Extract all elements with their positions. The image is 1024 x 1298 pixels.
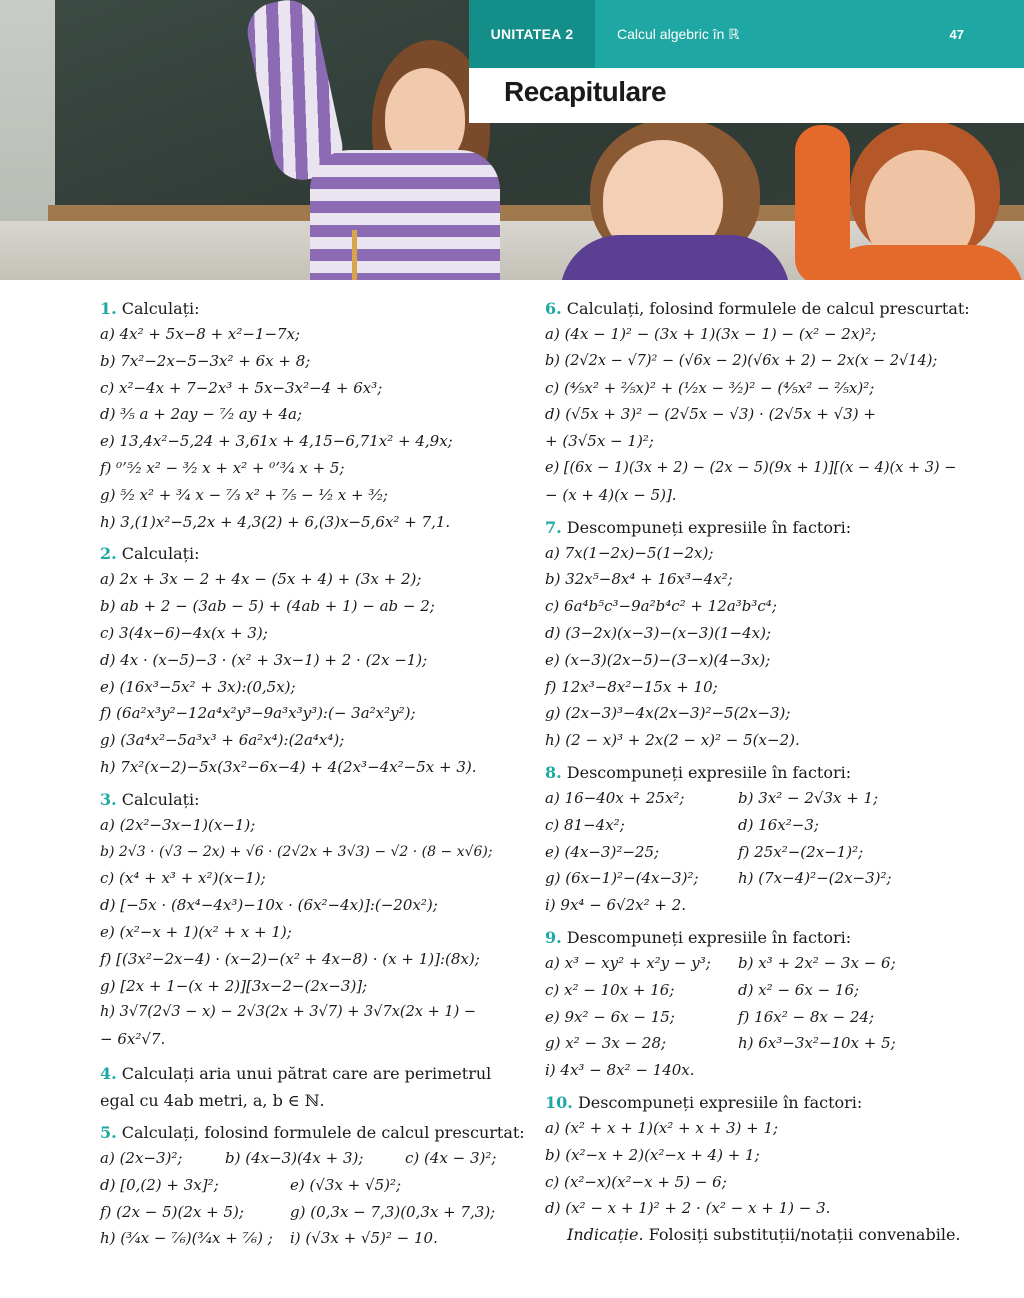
exercise-number: 4.: [100, 1063, 117, 1083]
pencil: [352, 230, 357, 280]
exercise-title: Descompuneți expresiile în factori:: [566, 517, 852, 537]
girl-center-shirt: [560, 235, 790, 280]
exercise-6: [545, 297, 975, 509]
unit-label: UNITATEA 2: [469, 0, 595, 68]
exercise-number: 10.: [545, 1092, 573, 1112]
exercise-item: + (3√5x − 1)²;: [545, 432, 654, 451]
exercise-item: g) ⁵⁄₂ x² + ³⁄₄ x − ⁷⁄₃ x² + ⁷⁄₅ − ¹⁄₂ x + ³⁄₂;: [100, 485, 388, 504]
exercise-title: Calculați aria unui pătrat care are perimetrul egal cu 4ab metri, a, b ∈ ℕ.: [100, 1063, 492, 1110]
exercise-heading: [100, 1121, 525, 1145]
page-number: 47: [949, 26, 964, 42]
exercise-heading: [545, 761, 975, 785]
exercise-item: c) (4x − 3)²;: [405, 1148, 497, 1167]
exercise-item: h) 3√7(2√3 − x) − 2√3(2x + 3√7) + 3√7x(2x + 1) −: [100, 1004, 476, 1021]
exercise-8: [545, 761, 975, 919]
exercise-row: [100, 1145, 525, 1172]
girl-left-sweater: [310, 150, 500, 280]
exercise-item: a) 4x² + 5x−8 + x²−1−7x;: [100, 325, 301, 343]
exercise-heading: [545, 297, 975, 321]
exercise-heading: [100, 542, 525, 566]
exercise-item: c) x² − 10x + 16;: [545, 980, 675, 999]
exercise-heading: [100, 788, 525, 812]
exercise-item: g) (3a⁴x²−5a³x³ + 6a²x⁴):(2a⁴x⁴);: [100, 731, 345, 750]
exercise-item: g) [2x + 1−(x + 2)][3x−2−(2x−3)];: [100, 976, 368, 995]
exercise-number: 6.: [545, 299, 562, 318]
exercise-title: Descompuneți expresiile în factori:: [566, 762, 852, 782]
exercise-item: f) 16x² − 8x − 24;: [738, 1007, 875, 1026]
exercise-item: e) [(6x − 1)(3x + 2) − (2x − 5)(9x + 1)][(x − 4)(x + 3) −: [545, 459, 957, 476]
exercise-3: [100, 788, 525, 1053]
right-column: [545, 290, 975, 1248]
exercise-item: h) 3,(1)x²−5,2x + 4,3(2) + 6,(3)x−5,6x² + 7,1.: [100, 512, 451, 531]
exercise-item: b) 32x⁵−8x⁴ + 16x³−4x²;: [545, 570, 733, 589]
exercise-item: d) (√5x + 3)² − (2√5x − √3) · (2√5x + √3) +: [545, 405, 876, 424]
exercise-title: Calculați, folosind formulele de calcul prescurtat:: [566, 299, 970, 318]
exercise-item: i) 4x³ − 8x² − 140x.: [545, 1061, 695, 1080]
exercise-item: b) ab + 2 − (3ab − 5) + (4ab + 1) − ab − 2;: [100, 597, 435, 616]
exercise-item: f) [(3x²−2x−4) · (x−2)−(x² + 4x−8) · (x + 1)]:(8x);: [100, 949, 480, 968]
exercise-row: [100, 1225, 525, 1252]
exercise-item: e) (16x³−5x² + 3x):(0,5x);: [100, 677, 296, 696]
unit-bar: [469, 0, 1024, 68]
exercise-item: e) (4x−3)²−25;: [545, 842, 660, 861]
exercise-10: [545, 1091, 975, 1248]
exercise-2: [100, 542, 525, 780]
unit-title: Calcul algebric în ℝ: [617, 25, 740, 42]
exercise-item: b) 3x² − 2√3x + 1;: [738, 788, 879, 807]
exercise-item: h) (³⁄₄x − ⁷⁄₆)(³⁄₄x + ⁷⁄₆) ;: [100, 1229, 273, 1248]
exercise-item: e) (√3x + √5)²;: [290, 1175, 402, 1194]
exercise-title: Calculați:: [121, 789, 200, 809]
exercise-item: b) 7x²−2x−5−3x² + 6x + 8;: [100, 351, 311, 370]
exercise-item: a) 7x(1−2x)−5(1−2x);: [545, 543, 714, 562]
exercise-item: h) (2 − x)³ + 2x(2 − x)² − 5(x−2).: [545, 731, 800, 750]
exercise-item: f) ⁰’⁵⁄₂ x² − ³⁄₂ x + x² + ⁰’³⁄₄ x + 5;: [100, 458, 345, 477]
left-column: [100, 290, 525, 1252]
exercise-item: a) (4x − 1)² − (3x + 1)(3x − 1) − (x² − 2x)²;: [545, 325, 877, 343]
exercise-number: 9.: [545, 927, 562, 947]
exercise-item: c) 3(4x−6)−4x(x + 3);: [100, 623, 268, 642]
exercise-title: Descompuneți expresiile în factori:: [577, 1092, 863, 1112]
exercise-item: d) ³⁄₅ a + 2ay − ⁷⁄₂ ay + 4a;: [100, 405, 302, 424]
boy-shirt: [820, 245, 1024, 280]
exercise-title: Calculați, folosind formulele de calcul prescurtat:: [121, 1122, 525, 1142]
exercise-item: a) (2x²−3x−1)(x−1);: [100, 815, 256, 834]
exercise-number: 7.: [545, 517, 562, 537]
exercise-item: d) [0,(2) + 3x]²;: [100, 1175, 219, 1194]
exercise-item: g) (2x−3)³−4x(2x−3)²−5(2x−3);: [545, 704, 791, 723]
exercise-number: 1.: [100, 299, 117, 318]
exercise-item: f) 25x²−(2x−1)²;: [738, 842, 864, 861]
exercise-item: f) (2x − 5)(2x + 5);: [100, 1202, 244, 1221]
exercise-title: Calculați:: [121, 299, 200, 318]
section-title: Recapitulare: [504, 76, 667, 107]
exercise-heading: [545, 1091, 975, 1115]
exercise-item: c) x²−4x + 7−2x³ + 5x−3x²−4 + 6x³;: [100, 378, 383, 397]
exercise-7: [545, 516, 975, 754]
exercise-number: 2.: [100, 544, 117, 564]
exercise-item: d) (3−2x)(x−3)−(x−3)(1−4x);: [545, 623, 772, 642]
exercise-number: 3.: [100, 789, 117, 809]
exercise-heading: [545, 516, 975, 540]
exercise-item: − (x + 4)(x − 5)].: [545, 485, 677, 504]
hint: [545, 1222, 975, 1248]
exercise-item: d) [−5x · (8x⁴−4x³)−10x · (6x²−4x)]:(−20x²);: [100, 896, 438, 915]
exercise-item: g) (0,3x − 7,3)(0,3x + 7,3);: [290, 1202, 496, 1221]
exercise-item: d) x² − 6x − 16;: [738, 980, 860, 999]
exercise-grid: [545, 950, 975, 1057]
exercise-9: [545, 926, 975, 1084]
exercise-grid: [545, 785, 975, 892]
exercise-item: e) 13,4x²−5,24 + 3,61x + 4,15−6,71x² + 4,9x;: [100, 432, 453, 451]
exercise-item: b) (2√2x − √7)² − (√6x − 2)(√6x + 2) − 2x(x − 2√14);: [545, 352, 938, 369]
exercise-number: 8.: [545, 762, 562, 782]
exercise-item: a) 16−40x + 25x²;: [545, 788, 685, 807]
exercise-item: i) 9x⁴ − 6√2x² + 2.: [545, 896, 687, 915]
exercise-title: Calculați:: [121, 544, 200, 564]
exercise-item: d) 16x²−3;: [738, 815, 819, 834]
exercise-item: b) 2√3 · (√3 − 2x) + √6 · (2√2x + 3√3) − √2 · (8 − x√6);: [100, 843, 493, 860]
exercise-item: i) (√3x + √5)² − 10.: [290, 1229, 438, 1248]
exercise-item: e) (x²−x + 1)(x² + x + 1);: [100, 922, 292, 941]
exercise-item: a) (2x−3)²;: [100, 1148, 183, 1167]
exercise-item: − 6x²√7.: [100, 1030, 166, 1049]
exercise-item: b) x³ + 2x² − 3x − 6;: [738, 953, 896, 972]
exercise-item: c) 6a⁴b⁵c³−9a²b⁴c² + 12a³b³c⁴;: [545, 597, 777, 616]
exercise-item: d) 4x · (x−5)−3 · (x² + 3x−1) + 2 · (2x −1);: [100, 650, 428, 669]
exercise-item: g) x² − 3x − 28;: [545, 1034, 667, 1053]
exercise-item: b) (4x−3)(4x + 3);: [225, 1148, 364, 1167]
exercise-heading: [100, 1060, 525, 1114]
exercise-item: a) (x² + x + 1)(x² + x + 3) + 1;: [545, 1118, 779, 1137]
exercise-item: c) (x⁴ + x³ + x²)(x−1);: [100, 869, 266, 888]
exercise-title: Descompuneți expresiile în factori:: [566, 927, 852, 947]
exercise-4: [100, 1060, 525, 1114]
exercise-heading: [100, 297, 525, 321]
hint-label: Indicație.: [567, 1225, 644, 1245]
exercise-item: h) 7x²(x−2)−5x(3x²−6x−4) + 4(2x³−4x²−5x + 3).: [100, 757, 477, 776]
exercise-item: d) (x² − x + 1)² + 2 · (x² − x + 1) − 3.: [545, 1199, 831, 1218]
exercise-item: c) (x²−x)(x²−x + 5) − 6;: [545, 1172, 727, 1191]
exercise-item: f) 12x³−8x²−15x + 10;: [545, 677, 718, 696]
exercise-item: h) (7x−4)²−(2x−3)²;: [738, 869, 892, 888]
exercise-item: e) (x−3)(2x−5)−(3−x)(4−3x);: [545, 650, 771, 669]
exercise-item: g) (6x−1)²−(4x−3)²;: [545, 869, 699, 888]
exercise-item: e) 9x² − 6x − 15;: [545, 1007, 675, 1026]
exercise-5: [100, 1121, 525, 1252]
exercise-item: a) 2x + 3x − 2 + 4x − (5x + 4) + (3x + 2);: [100, 570, 422, 589]
section-title-box: [469, 68, 1024, 123]
exercise-1: [100, 297, 525, 535]
exercise-item: b) (x²−x + 2)(x²−x + 4) + 1;: [545, 1145, 760, 1164]
hint-text: Folosiți substituții/notații convenabile.: [643, 1225, 961, 1245]
exercise-item: h) 6x³−3x²−10x + 5;: [738, 1034, 896, 1053]
exercise-item: c) 81−4x²;: [545, 815, 625, 834]
exercise-row: [100, 1199, 525, 1226]
exercise-item: f) (6a²x³y²−12a⁴x²y³−9a³x³y³):(− 3a²x²y²);: [100, 704, 416, 723]
exercise-number: 5.: [100, 1122, 117, 1142]
exercise-heading: [545, 926, 975, 950]
exercise-row: [100, 1172, 525, 1199]
exercise-item: c) (⁴⁄₅x² + ²⁄₅x)² + (¹⁄₂x − ³⁄₂)² − (⁴⁄₅x² − ²⁄₅x)²;: [545, 378, 875, 397]
exercise-item: a) x³ − xy² + x²y − y³;: [545, 953, 711, 972]
